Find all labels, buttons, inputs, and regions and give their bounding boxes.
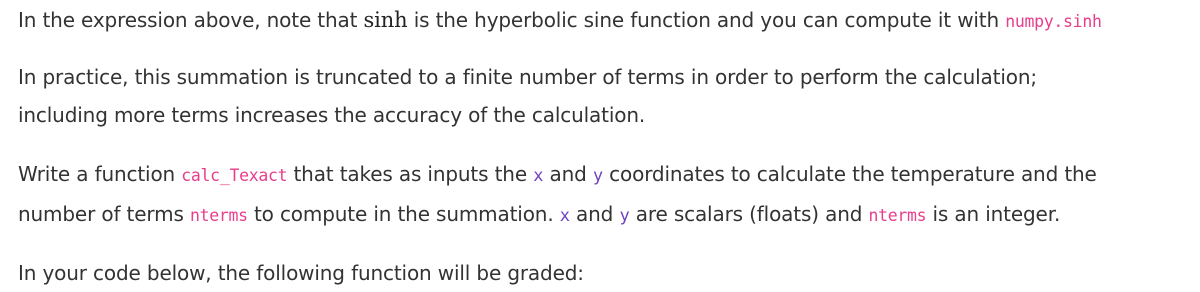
nterms-code: nterms <box>189 206 248 225</box>
spec-text-8: are scalars (floats) and <box>629 202 869 226</box>
spec-text-4: coordinates to calculate the temperature and the <box>602 162 1097 186</box>
calc-texact-code: calc_Texact <box>181 166 288 185</box>
sinh-math-term: sinh <box>363 8 408 32</box>
truncation-line-2: including more terms increases the accuracy of the calculation. <box>18 103 646 127</box>
y-variable-2: y <box>619 206 630 226</box>
x-variable: x <box>533 166 544 186</box>
nterms-code-2: nterms <box>868 206 927 225</box>
function-spec-paragraph <box>18 155 1097 235</box>
spec-text-2: that takes as inputs the <box>287 162 534 186</box>
spec-text-3: and <box>543 162 593 186</box>
sinh-note-paragraph <box>18 1 1102 41</box>
spec-text-1: Write a function <box>18 162 182 186</box>
spec-text-6: to compute in the summation. <box>247 202 560 226</box>
sinh-note-text-middle: is the hyperbolic sine function and you can compute it with <box>407 8 1006 32</box>
sinh-note-text-start: In the expression above, note that <box>18 8 364 32</box>
graded-function-text: In your code below, the following function will be graded: <box>18 261 584 285</box>
x-variable-2: x <box>559 206 570 226</box>
graded-function-paragraph <box>18 254 584 292</box>
y-variable: y <box>592 166 603 186</box>
truncation-paragraph <box>18 58 1037 134</box>
spec-text-7: and <box>569 202 620 226</box>
spec-text-5: number of terms <box>18 202 190 226</box>
numpy-sinh-code: numpy.sinh <box>1005 12 1102 31</box>
spec-text-9: is an integer. <box>926 202 1061 226</box>
truncation-line-1: In practice, this summation is truncated to a finite number of terms in order to perform the calculation; <box>18 65 1037 89</box>
